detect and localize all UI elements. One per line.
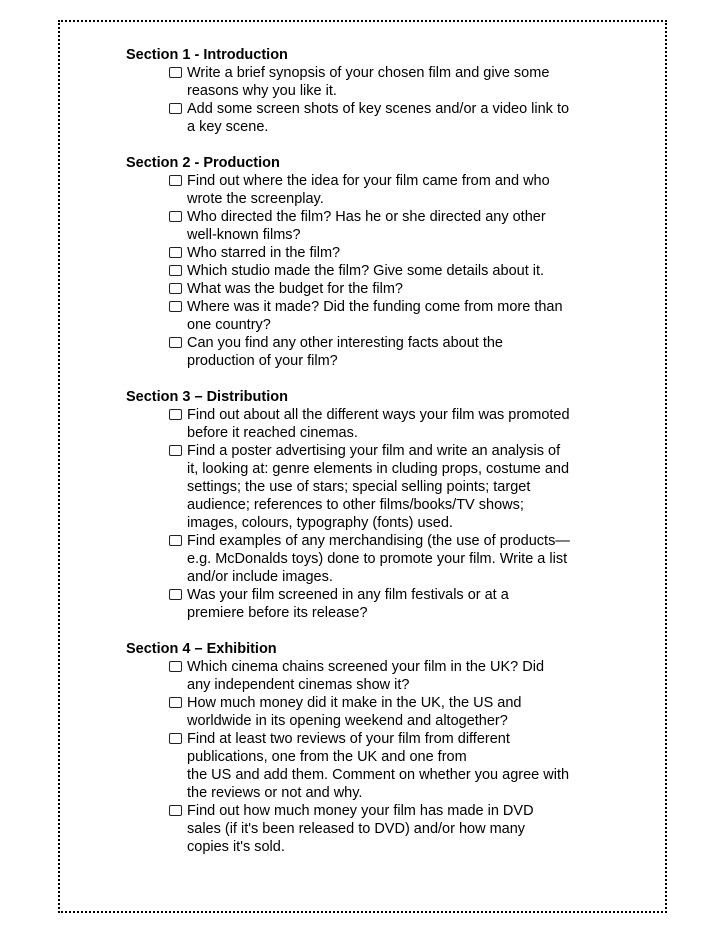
- item-text: Add some screen shots of key scenes and/or a video link to a key scene.: [187, 101, 570, 135]
- checklist-item: [126, 298, 626, 334]
- checklist-item: [126, 244, 626, 262]
- checklist-item: [126, 532, 626, 586]
- section-title: Section 1 - Introduction: [126, 47, 288, 63]
- checklist: [126, 172, 626, 370]
- item-text: Where was it made? Did the funding come from more than one country?: [187, 299, 563, 333]
- checklist: [126, 64, 626, 136]
- checklist-item: [126, 694, 626, 730]
- item-text: Who directed the film? Has he or she directed any other well-known films?: [187, 209, 546, 243]
- checkbox[interactable]: [169, 409, 182, 420]
- checklist-item: [126, 334, 626, 370]
- checkbox[interactable]: [169, 733, 182, 744]
- checklist-item: [126, 172, 626, 208]
- item-text: Find examples of any merchandising (the use of products— e.g. McDonalds toys) done to promote your film. Write a list and/or include images.: [187, 533, 570, 585]
- checklist: [126, 406, 626, 622]
- checklist-item: [126, 280, 626, 298]
- section-introduction: [126, 46, 626, 136]
- item-text: Which studio made the film? Give some details about it.: [187, 263, 545, 279]
- checklist-item: [126, 730, 626, 802]
- checklist: [126, 658, 626, 856]
- checklist-item: [126, 262, 626, 280]
- section-title: Section 2 - Production: [126, 155, 280, 171]
- item-text: Write a brief synopsis of your chosen film and give some reasons why you like it.: [187, 65, 550, 99]
- checkbox[interactable]: [169, 661, 182, 672]
- checklist-item: [126, 658, 626, 694]
- checkbox[interactable]: [169, 301, 182, 312]
- section-production: [126, 154, 626, 370]
- item-text: Find at least two reviews of your film from different publications, one from the UK and one from the US and add them. Comment on whether you agree with the reviews or not and why.: [187, 731, 570, 801]
- checkbox[interactable]: [169, 211, 182, 222]
- checklist-item: [126, 406, 626, 442]
- checklist-item: [126, 64, 626, 100]
- checkbox[interactable]: [169, 535, 182, 546]
- item-text: Was your film screened in any film festivals or at a premiere before its release?: [187, 587, 509, 621]
- item-text: Which cinema chains screened your film in the UK? Did any independent cinemas show it?: [187, 659, 545, 693]
- section-distribution: [126, 388, 626, 622]
- checkbox[interactable]: [169, 103, 182, 114]
- checkbox[interactable]: [169, 445, 182, 456]
- section-title: Section 3 – Distribution: [126, 389, 288, 405]
- checklist-item: [126, 442, 626, 532]
- item-text: Find out where the idea for your film came from and who wrote the screenplay.: [187, 173, 550, 207]
- checkbox[interactable]: [169, 697, 182, 708]
- item-text: Who starred in the film?: [187, 245, 341, 261]
- checkbox[interactable]: [169, 247, 182, 258]
- checklist-item: [126, 100, 626, 136]
- item-text: Find out how much money your film has made in DVD sales (if it's been released to DVD) and/or how many copies it's sold.: [187, 803, 534, 855]
- item-text: Find out about all the different ways your film was promoted before it reached cinemas.: [187, 407, 570, 441]
- checklist-content: [126, 46, 626, 874]
- checkbox[interactable]: [169, 337, 182, 348]
- section-exhibition: [126, 640, 626, 856]
- checklist-item: [126, 802, 626, 856]
- checkbox[interactable]: [169, 805, 182, 816]
- item-text: Find a poster advertising your film and write an analysis of it, looking at: genre elements in cluding props, costume and settings; the use of stars; special selling points; target audience; references to other films/books/TV shows; images, colours, typography (fonts) used.: [187, 443, 570, 531]
- checkbox[interactable]: [169, 589, 182, 600]
- checkbox[interactable]: [169, 175, 182, 186]
- checkbox[interactable]: [169, 283, 182, 294]
- section-title: Section 4 – Exhibition: [126, 641, 277, 657]
- item-text: Can you find any other interesting facts about the production of your film?: [187, 335, 503, 369]
- checkbox[interactable]: [169, 265, 182, 276]
- checklist-item: [126, 208, 626, 244]
- checkbox[interactable]: [169, 67, 182, 78]
- checklist-item: [126, 586, 626, 622]
- item-text: How much money did it make in the UK, the US and worldwide in its opening weekend and altogether?: [187, 695, 522, 729]
- item-text: What was the budget for the film?: [187, 281, 403, 297]
